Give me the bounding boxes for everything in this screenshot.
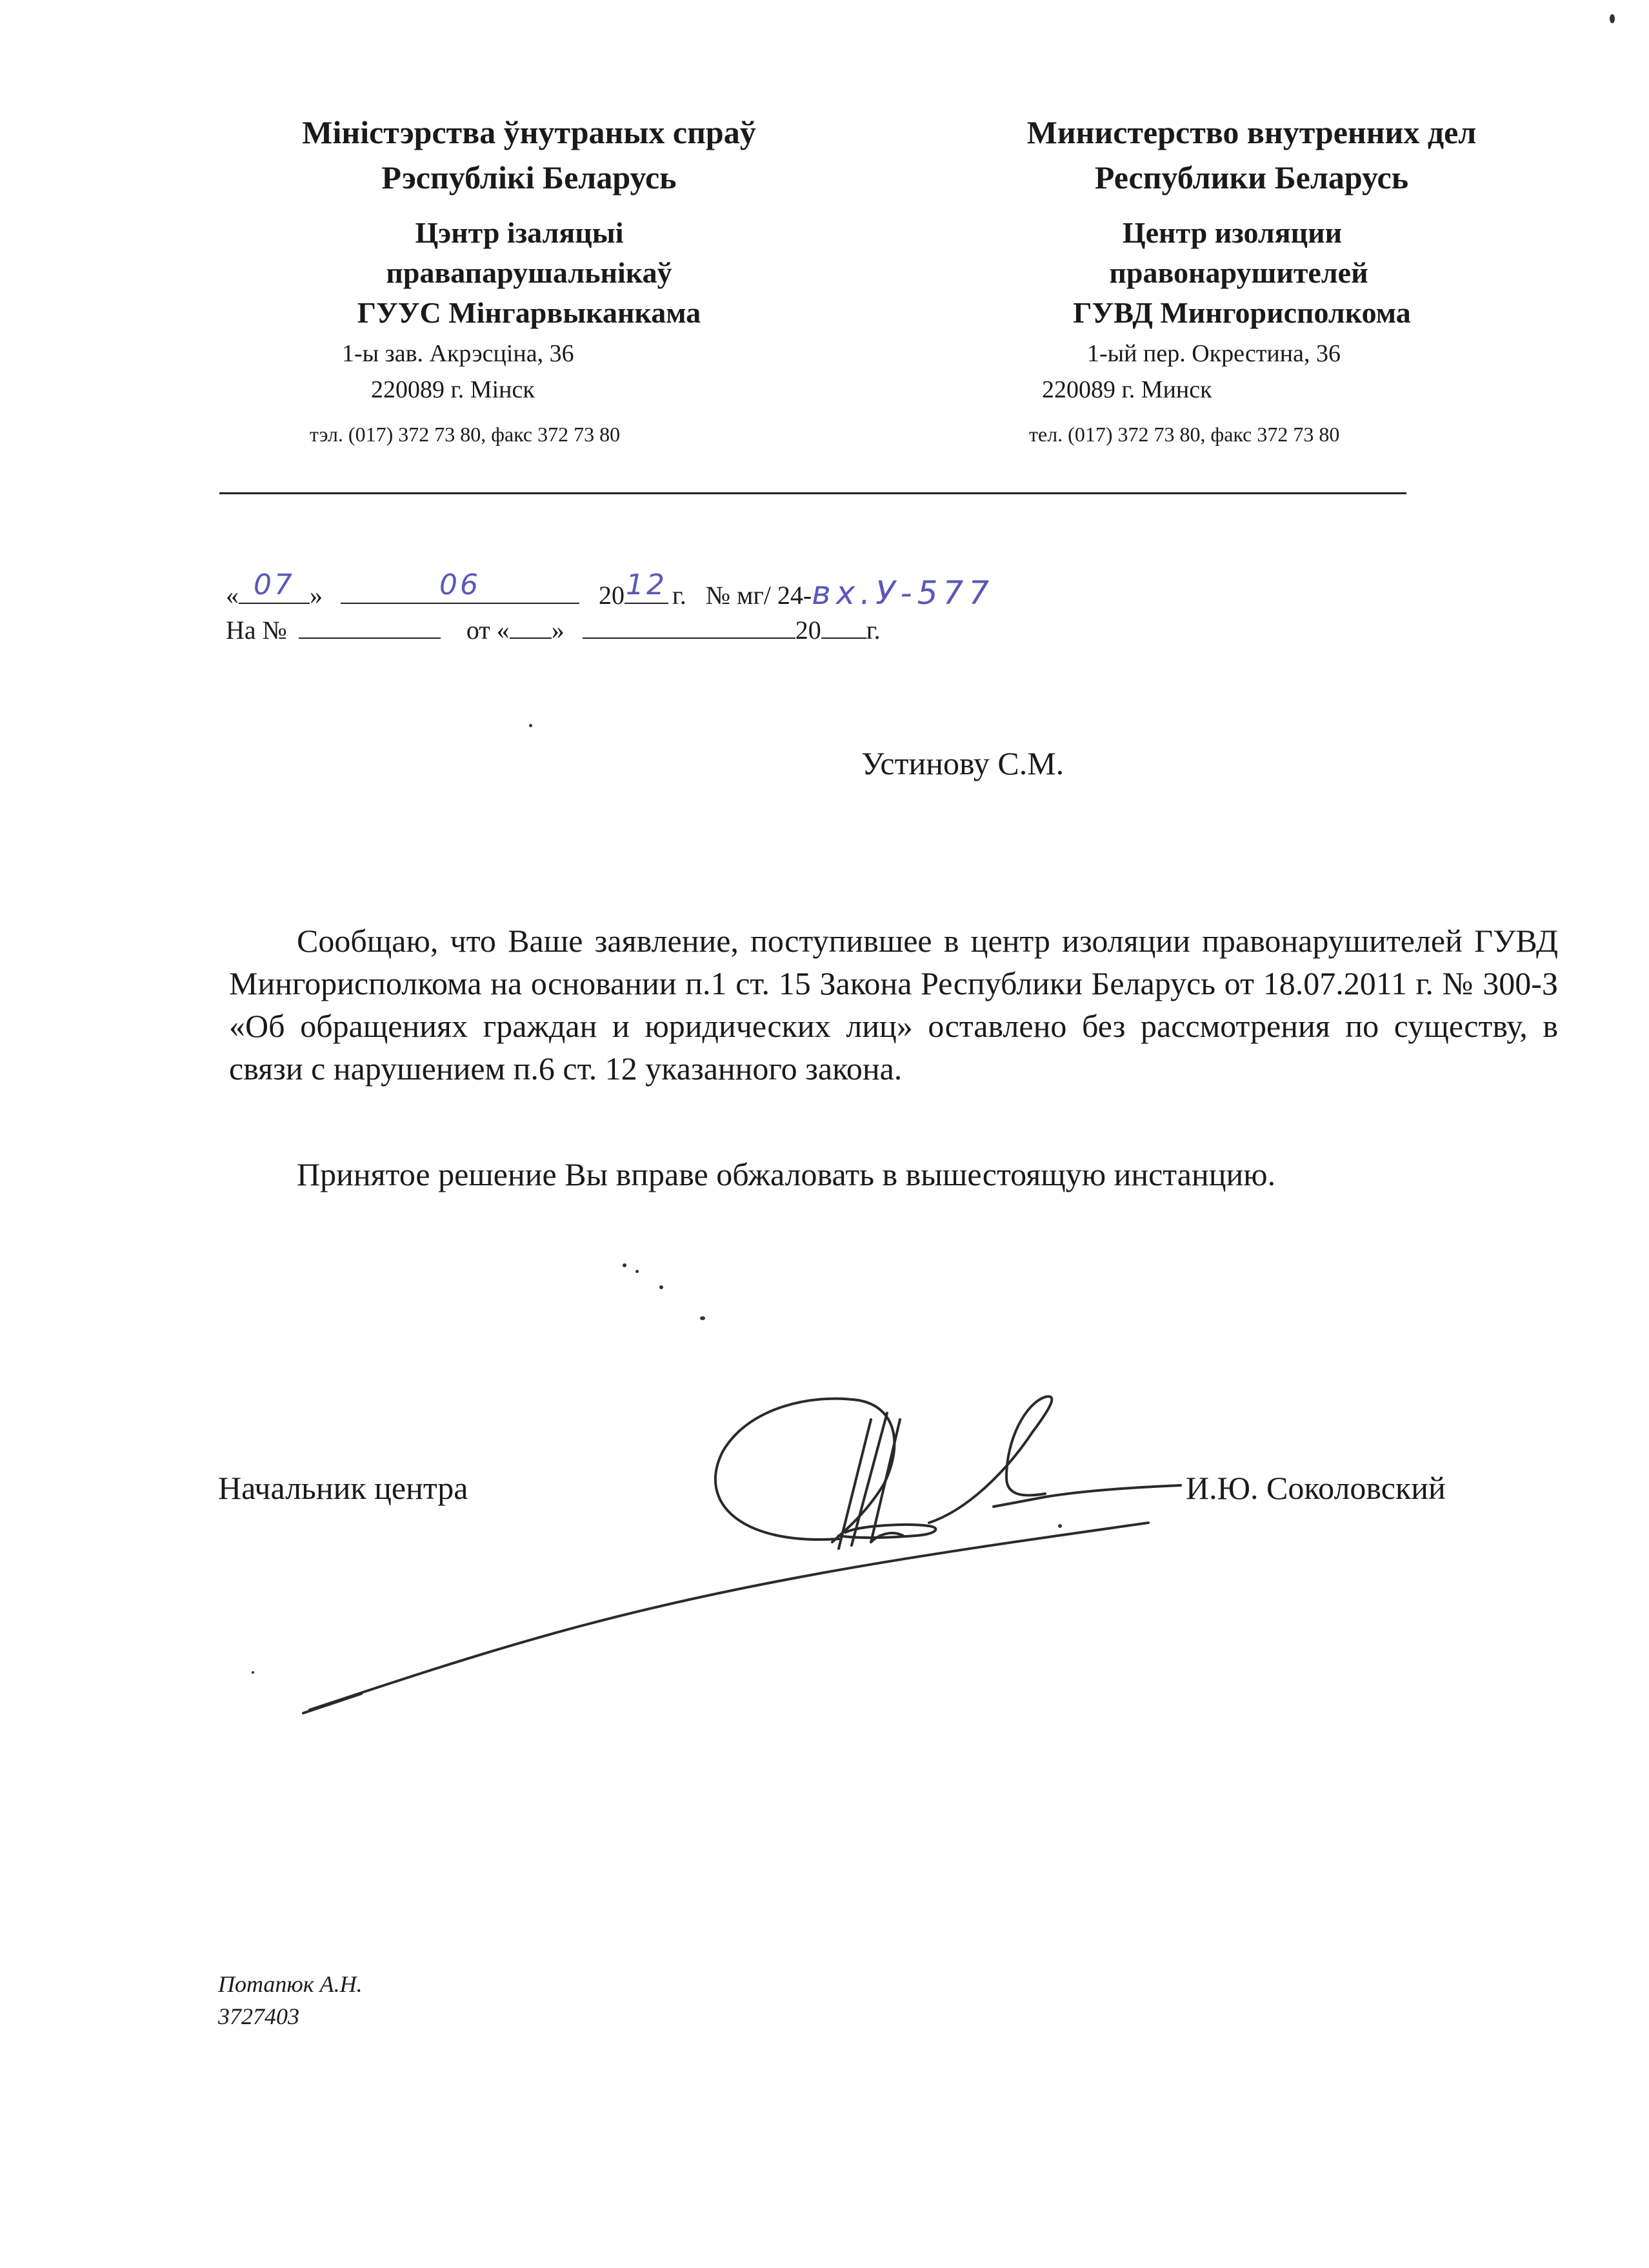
scan-speck [635, 1270, 639, 1273]
reply-prefix: На № [226, 616, 287, 645]
body-paragraph-2-text: Принятое решение Вы вправе обжаловать в вышестоящую инстанцию. [297, 1156, 1276, 1192]
header-right-center-line3: ГУВД Мингорисполкома [1073, 296, 1411, 329]
ref-year-prefix: 20 [599, 581, 625, 610]
scan-speck [1610, 14, 1615, 23]
header-left-center-line2: правапарушальнікаў [386, 256, 672, 289]
header-right-ministry-line2: Республики Беларусь [1094, 159, 1409, 196]
header-right-center-line1: Центр изоляции [1122, 216, 1343, 249]
header-right-ministry-line1: Министерство внутренних дел [1026, 114, 1477, 150]
header-left-address-line1: 1-ы зав. Акрэсціна, 36 [342, 340, 574, 367]
ref-year-handwritten: 12 [626, 568, 667, 601]
signature-name: И.Ю. Соколовский [1186, 1470, 1446, 1506]
header-left-center-line3: ГУУС Мінгарвыканкама [357, 296, 701, 329]
reply-from-label: от « [466, 616, 510, 645]
scan-speck [659, 1285, 663, 1289]
scan-speck [1058, 1524, 1062, 1528]
ref-month-handwritten: 06 [439, 568, 481, 601]
ref-year-unit: г. [672, 581, 686, 610]
ref-day-handwritten: 07 [254, 568, 295, 601]
reply-year-prefix: 20 [795, 616, 821, 645]
ref-open-quote: « [226, 581, 239, 610]
ref-number-handwritten: вх.У-577 [812, 574, 995, 612]
executor-phone: 3727403 [218, 2003, 299, 2029]
header-left-ministry-line1: Міністэрства ўнутраных спраў [302, 114, 756, 150]
header-left-phone: тэл. (017) 372 73 80, факс 372 73 80 [310, 423, 621, 446]
reply-from-close: » [551, 616, 565, 645]
scan-speck [529, 724, 532, 727]
body-paragraph-1-text: Сообщаю, что Ваше заявление, поступившее в центр изоляции правонарушителей ГУВД Мингорисполкома на основании п.1 ст. 15 Закона Республики Беларусь от 18.07.2011 г. № 300-З «Об обращениях граждан и юридических лиц» оставлено без рассмотрения по существу, в связи с нарушением п.6 ст. 12 указанного закона. [229, 923, 1558, 1087]
header-right-address-line2: 220089 г. Минск [1042, 376, 1212, 403]
header-left-center-line1: Цэнтр ізаляцыі [415, 216, 624, 249]
header-left-address-line2: 220089 г. Мінск [371, 376, 535, 403]
executor-name: Потапюк А.Н. [218, 1971, 363, 1997]
signature-position: Начальник центра [218, 1470, 468, 1506]
scan-speck [252, 1671, 254, 1674]
addressee: Устинову С.М. [861, 745, 1064, 781]
reply-year-unit: г. [866, 616, 881, 645]
ref-number-label: № мг/ 24- [705, 581, 812, 610]
header-right-phone: тел. (017) 372 73 80, факс 372 73 80 [1029, 423, 1340, 446]
header-right-address-line1: 1-ый пер. Окрестина, 36 [1087, 340, 1341, 367]
executor-block [218, 1968, 363, 2032]
header-right-center-line2: правонарушителей [1109, 256, 1368, 289]
header-left-ministry-line2: Рэспублікі Беларусь [381, 159, 677, 196]
ref-close-quote: » [310, 581, 323, 610]
scan-speck [623, 1263, 626, 1267]
scan-speck [700, 1316, 705, 1320]
